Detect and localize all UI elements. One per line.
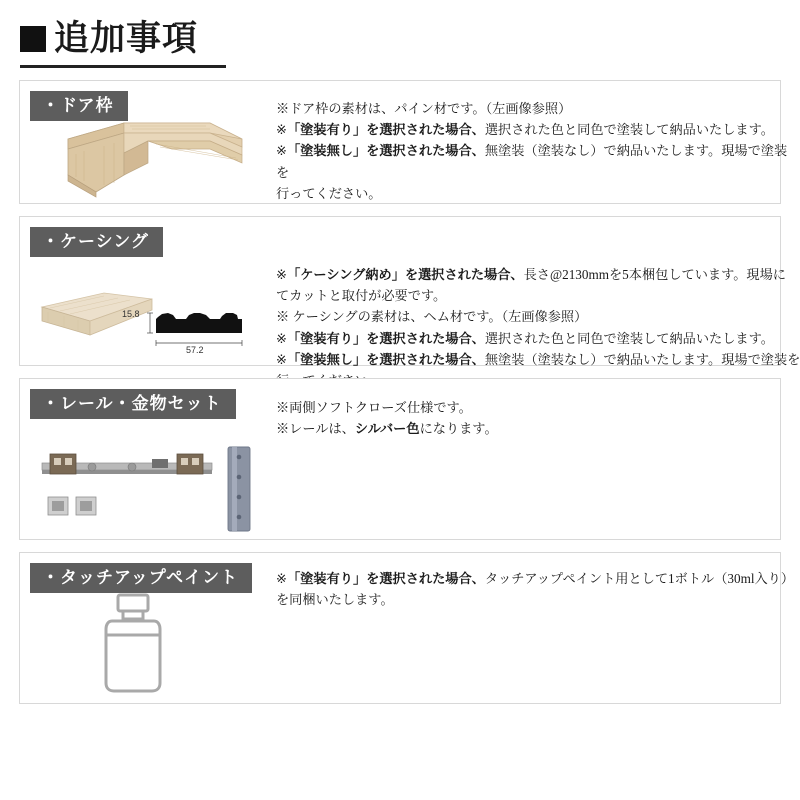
section-tag-rail-hardware: ・レール・金物セット — [30, 389, 236, 420]
door-frame-illustration — [60, 113, 250, 201]
section-rail-hardware — [19, 378, 781, 540]
section-text-door-frame: ※ドア枠の素材は、パイン材です。（左画像参照） ※「塗装有り」を選択された場合、選択された色と同色で塗装して納品いたします。 ※「塗装無し」を選択された場合、無塗装（塗装なし）で納品いたします。現場で塗装を 行ってください。 — [276, 100, 788, 201]
casing-height-dimension: 15.8 — [122, 308, 140, 319]
section-touchup-paint — [19, 552, 795, 704]
rail-hardware-set-photo — [32, 431, 272, 536]
section-tag-touchup-paint: ・タッチアップペイント — [30, 563, 252, 594]
page-title — [20, 20, 226, 68]
paint-bottle-illustration — [78, 591, 188, 699]
casing-illustration — [34, 277, 264, 362]
rail-hardware-illustration — [32, 431, 272, 536]
section-tag-casing: ・ケーシング — [30, 227, 163, 258]
section-casing — [19, 216, 800, 367]
section-text-casing: ※「ケーシング納め」を選択された場合、長さ@2130mmを5本梱包しています。現場に てカットと取付が必要です。 ※ ケーシングの素材は、ヘム材です。（左画像参照） ※「塗装有り」を選択された場合、選択された色と同色で塗装して納品いたします。 ※「塗装無し」を選択された場合、無塗装（塗装なし）で納品いたします。現場で塗装を — [276, 266, 800, 367]
section-door-frame — [19, 80, 788, 204]
casing-photo-and-profile — [34, 277, 264, 362]
section-tag-door-frame: ・ドア枠 — [30, 91, 128, 122]
page-title-text: 追加事項 — [54, 19, 199, 58]
square-bullet-icon — [20, 26, 46, 52]
door-frame-photo — [60, 113, 250, 201]
section-text-rail-hardware: ※両側ソフトクローズ仕様です。 ※レールは、シルバー色になります。 — [276, 399, 498, 436]
casing-width-dimension: 57.2 — [186, 344, 204, 355]
section-text-touchup-paint: ※「塗装有り」を選択された場合、タッチアップペイント用として1ボトル（30ml入り） を同梱いたします。 — [276, 570, 795, 607]
paint-bottle-icon — [78, 591, 188, 699]
